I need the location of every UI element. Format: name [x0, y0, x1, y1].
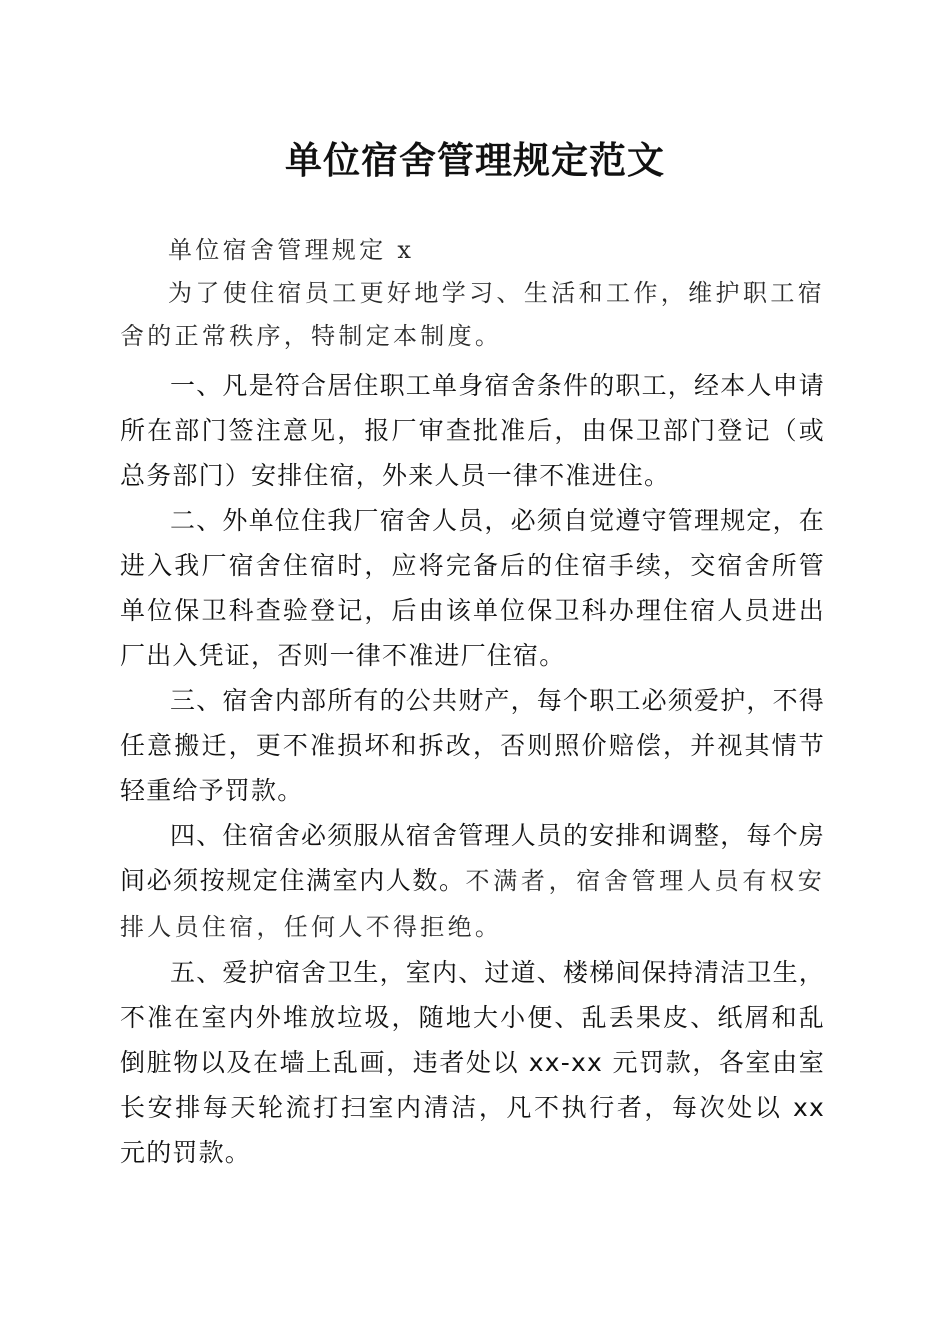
rule-paragraph-1: 一、凡是符合居住职工单身宿舍条件的职工，经本人申请所在部门签注意见，报厂审查批准后，由保卫部门登记（或总务部门）安排住宿，外来人员一律不准进住。 [120, 371, 826, 490]
rule-paragraph-4 [120, 813, 825, 950]
rule-paragraph-3: 三、宿舍内部所有的公共财产，每个职工必须爱护，不得任意搬迁，更不准损坏和拆改，否则照价赔偿，并视其情节轻重给予罚款。 [120, 686, 826, 805]
document-title: 单位宿舍管理规定范文 [285, 138, 665, 182]
rule-paragraph-4-main: 四、住宿舍必须服从宿舍管理人员的安排和调整，每个房间必须按规定住满室内人数。 [120, 821, 826, 895]
rule-paragraph-4-tail: 不满者，宿舍管理人员有权安排人员住宿，任何人不得拒绝。 [120, 867, 825, 941]
intro-paragraph: 为了使住宿员工更好地学习、生活和工作，维护职工宿舍的正常秩序，特制定本制度。 [120, 279, 825, 350]
document-subtitle: 单位宿舍管理规定 x [168, 236, 415, 264]
rule-paragraph-2: 二、外单位住我厂宿舍人员，必须自觉遵守管理规定，在进入我厂宿舍住宿时，应将完备后的住宿手续，交宿舍所管单位保卫科查验登记，后由该单位保卫科办理住宿人员进出厂出入凭证，否则一律不准进厂住宿。 [120, 506, 826, 670]
rule-paragraph-5: 五、爱护宿舍卫生，室内、过道、楼梯间保持清洁卫生，不准在室内外堆放垃圾，随地大小便、乱丢果皮、纸屑和乱倒脏物以及在墙上乱画，违者处以 xx-xx 元罚款，各室由室长安排每天轮流打扫室内清洁，凡不执行者，每次处以 xx 元的罚款。 [120, 958, 826, 1167]
document-body [120, 229, 825, 1175]
